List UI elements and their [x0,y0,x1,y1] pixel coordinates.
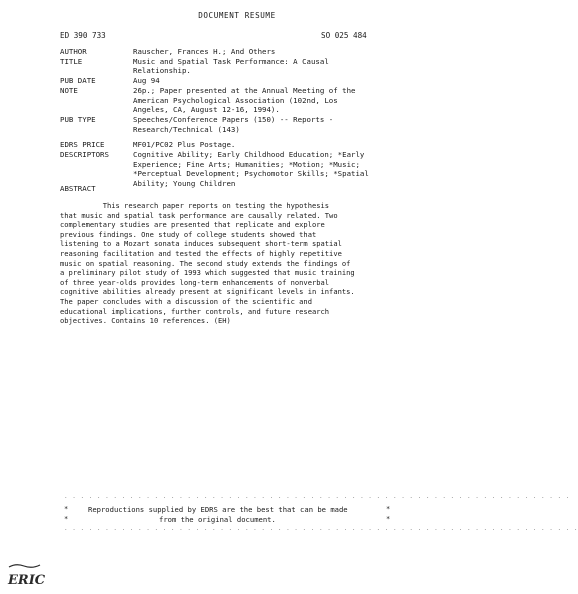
so-number: SO 025 484 [321,31,367,40]
field-value: Cognitive Ability; Early Childhood Education; *Early Experience; Fine Arts; Humanities; *Motion; *Music; *Perceptual Development; Psychomotor Skills; *Spatial Ability; Young Children [133,150,369,189]
reproduction-notice-line1: Reproductions supplied by EDRS are the best that can be made [88,505,348,514]
field-label: DESCRIPTORS [60,150,109,160]
ed-number: ED 390 733 [60,31,106,40]
field-value: Rauscher, Frances H.; And Others [133,47,276,56]
border-star: * [386,515,391,523]
metadata-fields [60,47,390,189]
border-star: * [386,505,391,513]
field-label: NOTE [60,85,78,95]
field-label: EDRS PRICE [60,140,105,150]
reproduction-notice-line2: from the original document. [159,515,276,524]
logo-text: ERIC [8,573,46,588]
field-pub-date [60,76,390,86]
field-label: TITLE [60,56,83,66]
field-note [60,86,390,115]
field-value: 26p.; Paper presented at the Annual Meeting of the American Psychological Association (102nd, Los Angeles, CA, August 12-16, 1994). [133,85,356,115]
field-value: MF01/PC02 Plus Postage. [133,140,236,150]
field-title [60,57,390,76]
border-star: * [64,505,69,513]
dotted-rule-top: . . . . . . . . . . . . . . . . . . . . . . . . . . . . . . . . . . . . . . . . . . . . . . . . . . . . . . . . . . . . . . [64,493,570,500]
field-label: PUB TYPE [60,114,96,124]
document-title: DOCUMENT RESUME [198,11,276,20]
border-star: * [64,515,69,523]
field-descriptors [60,150,390,189]
field-author [60,47,390,57]
field-value: Music and Spatial Task Performance: A Causal Relationship. [133,56,329,76]
abstract-text: This research paper reports on testing the hypothesis that music and spatial task performance are causally related. Two complementary studies are presented that replicate and explore previous findings. One study of college students showed that listening to a Mozart sonata induces subsequent short-term spatial reasoning facilitation and tested the effects of highly repetitive music on spatial reasoning. The second study extends the findings of a preliminary pilot study of 1993 which suggested that music training of three year-olds provides long-term enhancements of nonverbal cognitive abilities already present at significant levels in infants. The paper concludes with a discussion of the scientific and educational implications, further controls, and future research objectives. Contains 10 references. (EH) [60,201,355,326]
field-value: Speeches/Conference Papers (150) -- Reports - Research/Technical (143) [133,114,334,134]
field-value: Aug 94 [133,76,160,86]
field-pub-type [60,115,390,134]
eric-logo-icon [6,563,46,589]
field-label: PUB DATE [60,76,96,86]
field-edrs-price [60,140,390,150]
abstract-label: ABSTRACT [60,184,96,193]
field-label: AUTHOR [60,47,87,56]
dotted-rule-bottom: . . . . . . . . . . . . . . . . . . . . . . . . . . . . . . . . . . . . . . . . . . . . . . . . . . . . . . . . . . . . . . . [64,525,578,532]
